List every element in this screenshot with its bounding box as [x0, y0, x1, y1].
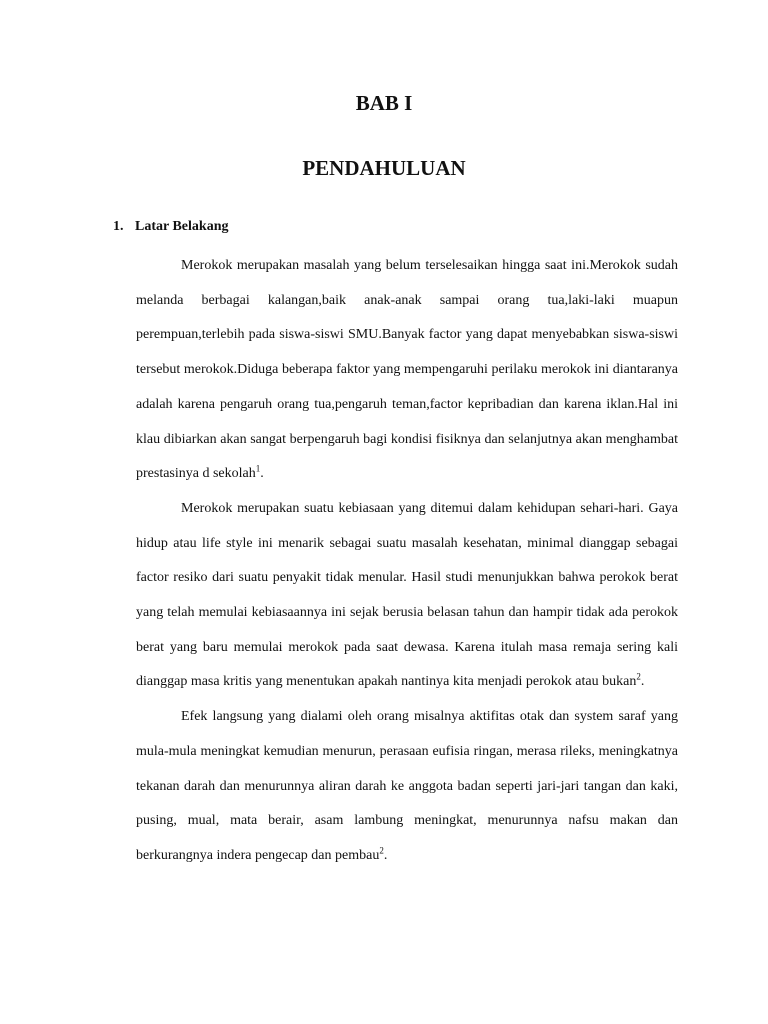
section-heading — [113, 219, 228, 235]
section-number: 1. — [113, 219, 124, 234]
footnote-ref: 2 — [636, 671, 641, 682]
paragraph-text: Merokok merupakan masalah yang belum terselesaikan hingga saat ini.Merokok sudah melanda berbagai kalangan,baik anak-anak sampai orang tua,laki-laki muapun perempuan,terlebih pada siswa-siswi SMU.Banyak factor yang dapat menyebabkan siswa-siswi tersebut merokok.Diduga beberapa faktor yang mempengaruhi perilaku merokok ini diantaranya adalah karena pengaruh orang tua,pengaruh teman,factor kepribadian dan karena iklan.Hal ini klau dibiarkan akan sangat berpengaruh bagi kondisi fisiknya dan selanjutnya akan menghambat prestasinya d sekolah — [136, 258, 678, 482]
paragraph — [136, 249, 678, 492]
paragraph-text: Efek langsung yang dialami oleh orang misalnya aktifitas otak dan system saraf yang mula-mula meningkat kemudian menurun, perasaan eufisia ringan, merasa rileks, meningkatnya tekanan darah dan menurunnya aliran darah ke anggota badan seperti jari-jari tangan dan kaki, pusing, mual, mata berair, asam lambung meningkat, menurunnya nafsu makan dan berkurangnya indera pengecap dan pembau — [136, 709, 678, 863]
paragraph-end: . — [383, 847, 388, 863]
footnote-ref: 2 — [379, 845, 384, 856]
section-title: Latar Belakang — [135, 219, 229, 234]
paragraph-text: Merokok merupakan suatu kebiasaan yang ditemui dalam kehidupan sehari-hari. Gaya hidup atau life style ini menarik sebagai suatu masalah kesehatan, minimal dianggap sebagai factor resiko dari suatu penyakit tidak menular. Hasil studi menunjukkan bahwa perokok berat yang telah memulai kebiasaannya ini sejak berusia belasan tahun dan hampir tidak ada perokok berat yang baru memulai merokok pada saat dewasa. Karena itulah masa remaja sering kali dianggap masa kritis yang menentukan apakah nantinya kita menjadi perokok atau bukan — [136, 500, 678, 690]
chapter-number: BAB I — [355, 91, 413, 115]
footnote-ref: 1 — [255, 463, 261, 474]
paragraph — [136, 492, 678, 700]
paragraph-end: . — [260, 466, 264, 482]
body-text — [136, 249, 678, 874]
chapter-title: PENDAHULUAN — [302, 156, 466, 180]
paragraph — [136, 700, 678, 874]
paragraph-end: . — [640, 674, 645, 690]
